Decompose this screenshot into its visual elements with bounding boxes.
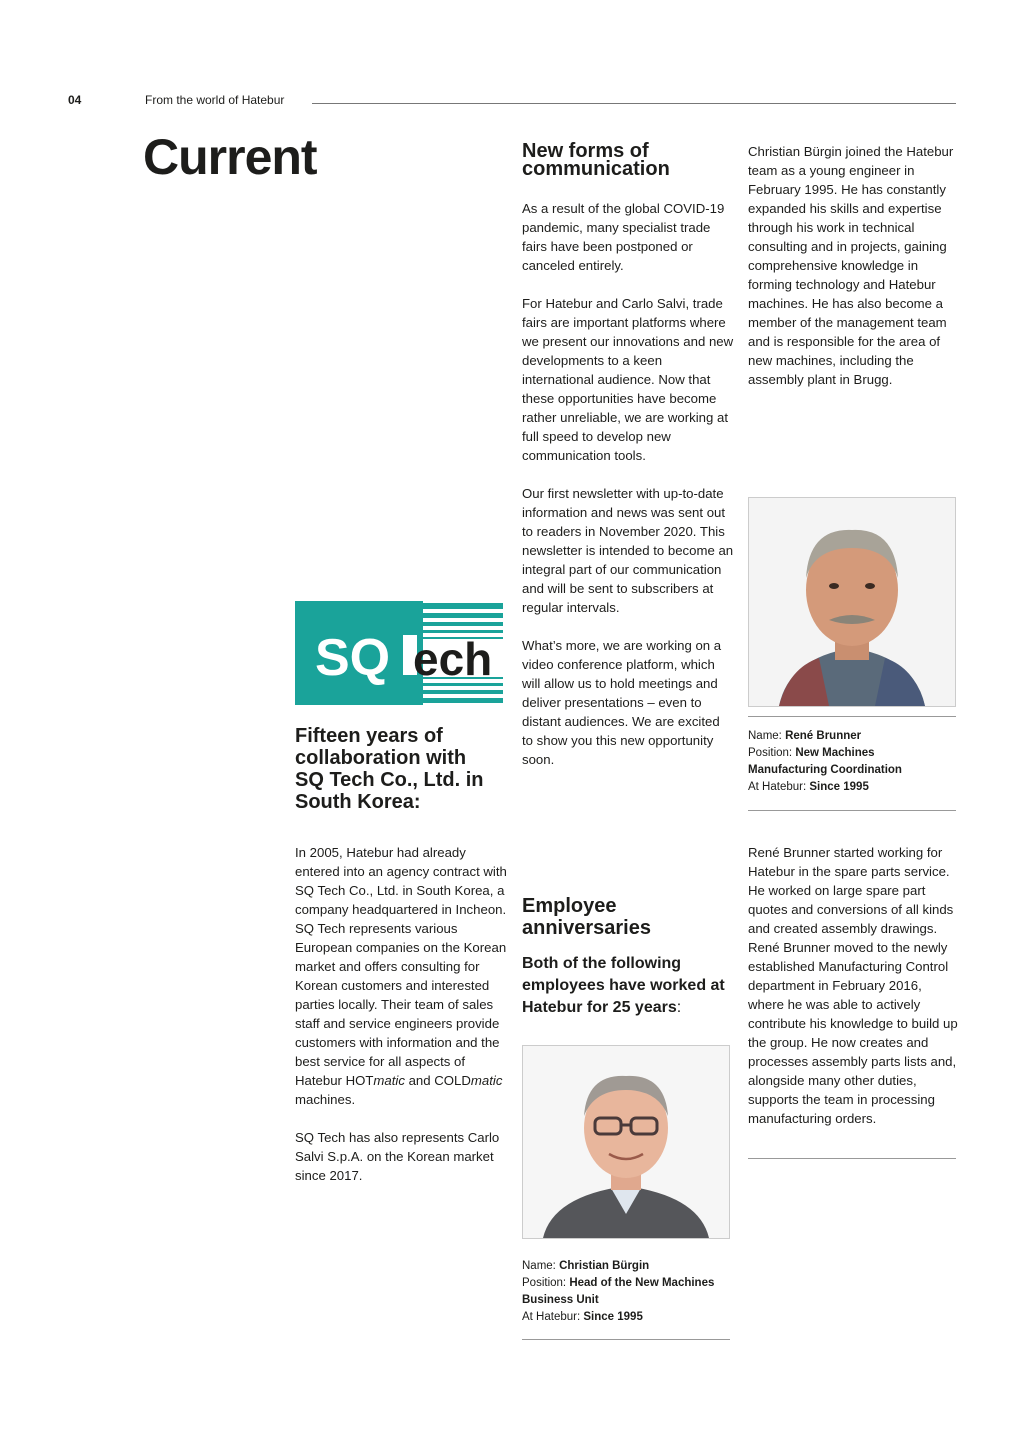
text-run-italic: matic xyxy=(373,1073,405,1088)
caption-name-row xyxy=(748,728,956,745)
caption-value: René Brunner xyxy=(785,730,862,742)
communication-heading xyxy=(522,140,670,180)
buergin-text xyxy=(748,142,958,408)
caption-value: Head of the New Machines Business Unit xyxy=(522,1277,715,1306)
caption-label: Position: xyxy=(748,747,796,759)
svg-text:SQ: SQ xyxy=(315,629,391,687)
lead-text: Both of the following employees have worked at Hatebur for 25 years xyxy=(522,955,725,1016)
caption-value: Since 1995 xyxy=(809,781,869,793)
text-run: machines. xyxy=(295,1092,356,1107)
caption-label: Position: xyxy=(522,1277,570,1289)
caption-rule-bottom xyxy=(522,1339,730,1340)
caption-rule-top xyxy=(748,716,956,717)
rene-brunner-caption xyxy=(748,728,956,796)
caption-value: Since 1995 xyxy=(583,1311,643,1323)
sq-tech-body xyxy=(295,843,507,1204)
caption-position-row xyxy=(748,745,956,779)
caption-label: Name: xyxy=(748,730,786,742)
brunner-text xyxy=(748,843,958,1147)
christian-buergin-photo xyxy=(522,1045,730,1239)
anniversaries-heading xyxy=(522,895,651,939)
heading-line: communication xyxy=(522,158,670,180)
text-run-italic: matic xyxy=(470,1073,503,1088)
brunner-rule xyxy=(748,1158,956,1159)
rene-brunner-photo xyxy=(748,497,956,707)
caption-value: Christian Bürgin xyxy=(559,1260,650,1272)
paragraph xyxy=(295,843,507,1109)
section-title: From the world of Hatebur xyxy=(145,93,285,107)
paragraph: As a result of the global COVID-19 pandemic, many specialist trade fairs have been postponed or canceled entirely. xyxy=(522,201,725,273)
anniversaries-lead xyxy=(522,953,732,1019)
paragraph: René Brunner started working for Hatebur in the spare parts service. He worked on large spare part quotes and conversions of all kinds and created assembly drawings. René Brunner moved to the newly established Manufacturing Control department in February 2016, where he was able to actively contribute his knowledge to build up the group. He now creates and processes assembly parts lists and, alongside many other duties, supports the team in processing manufacturing orders. xyxy=(748,845,958,1126)
paragraph: Christian Bürgin joined the Hatebur team as a young engineer in February 1995. He has constantly expanded his skills and expertise through his work in technical consulting and in projects, gaining comprehensive knowledge in forming technology and Hatebur machines. He has also become a member of the management team and is responsible for the area of new machines, including the assembly plant in Brugg. xyxy=(748,144,954,387)
lead-colon: : xyxy=(676,999,682,1016)
header-rule xyxy=(312,103,956,104)
text-run: and COLD xyxy=(404,1073,471,1088)
caption-rule-bottom xyxy=(748,810,956,811)
christian-buergin-caption xyxy=(522,1258,732,1326)
sq-tech-logo-image xyxy=(295,601,503,705)
portrait-image xyxy=(523,1046,729,1238)
heading-line: anniversaries xyxy=(522,917,651,939)
caption-since-row xyxy=(522,1309,732,1326)
page-title: Current xyxy=(143,129,317,185)
sq-tech-heading: Fifteen years of collaboration with SQ Tech Co., Ltd. in South Korea: xyxy=(295,725,484,813)
portrait-image xyxy=(749,498,955,706)
paragraph: For Hatebur and Carlo Salvi, trade fairs are important platforms where we present our innovations and new developments to a keen international audience. Now that these opportunities have become rather unreliable, we are working at full speed to develop new communication tools. xyxy=(522,296,734,463)
communication-body xyxy=(522,199,734,788)
caption-label: Name: xyxy=(522,1260,560,1272)
svg-text:ech: ech xyxy=(413,633,493,685)
heading-line: New forms of xyxy=(522,140,649,162)
caption-name-row xyxy=(522,1258,732,1275)
heading-line: Employee xyxy=(522,895,617,917)
caption-position-row xyxy=(522,1275,732,1309)
paragraph: What’s more, we are working on a video conference platform, which will allow us to hold meetings and deliver presentations – even to distant audiences. We are excited to show you this new opportunity soon. xyxy=(522,638,722,767)
text-run: In 2005, Hatebur had already entered into an agency contract with SQ Tech Co., Ltd. in South Korea, a company headquartered in Incheon. SQ Tech represents various European companies on the Korean market and offers consulting for Korean customers and interested parties locally. Their team of sales staff and service engineers provide customers with information and the best service for all aspects of Hatebur HOT xyxy=(295,845,507,1088)
paragraph: Our first newsletter with up-to-date information and news was sent out to readers in November 2020. This newsletter is intended to become an integral part of our communication and will be sent to subscribers at regular intervals. xyxy=(522,486,734,615)
sq-tech-logo xyxy=(295,601,503,705)
page-number: 04 xyxy=(68,93,82,107)
caption-value: New Machines Manufacturing Coordination xyxy=(748,747,902,776)
caption-label: At Hatebur: xyxy=(522,1311,584,1323)
caption-since-row xyxy=(748,779,956,796)
caption-label: At Hatebur: xyxy=(748,781,810,793)
paragraph: SQ Tech has also represents Carlo Salvi S.p.A. on the Korean market since 2017. xyxy=(295,1130,500,1183)
